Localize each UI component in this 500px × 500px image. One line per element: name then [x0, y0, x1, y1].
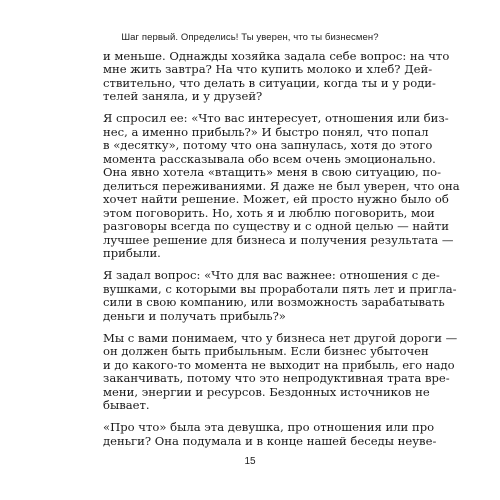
text-line: и меньше. Однажды хозяйка задала себе вопрос: на что	[103, 49, 450, 63]
paragraph-3	[103, 268, 457, 323]
text-line: бывает.	[103, 397, 150, 412]
text-line: он должен быть прибыльным. Если бизнес убыточен	[103, 344, 429, 359]
text-line: и до какого-то момента не выходит на прибыль, его надо	[103, 357, 455, 372]
text-line: мне жить завтра? На что купить молоко и хлеб? Дей-	[103, 62, 433, 77]
paragraph-1	[103, 49, 450, 104]
text-line: момента рассказывала обо всем очень эмоционально.	[103, 151, 436, 166]
text-line: мени, энергии и ресурсов. Бездонных источников не	[103, 384, 430, 399]
paragraph-4	[103, 330, 458, 413]
text-line: этом поговорить. Но, хоть я и люблю поговорить, мои	[103, 205, 435, 220]
running-header: Шаг первый. Определись! Ты уверен, что ты бизнесмен?	[121, 32, 379, 43]
text-line: телей заняла, и у друзей?	[103, 89, 263, 104]
text-line: прибыли.	[103, 246, 161, 261]
text-line: вушками, с которыми вы проработали пять лет и пригла-	[103, 281, 457, 296]
text-line: деньги и получать прибыль?»	[103, 308, 286, 323]
text-line: разговоры всегда по существу и с одной целью — найти	[103, 219, 449, 234]
text-line: в «десятку», потому что она запнулась, хотя до этого	[103, 138, 433, 153]
text-line: делиться переживаниями. Я даже не был уверен, что она	[103, 178, 460, 193]
text-line: ствительно, что делать в ситуации, когда ты и у роди-	[103, 75, 436, 90]
text-line: «Про что» была эта девушка, про отношения или про	[103, 420, 435, 435]
text-line: лучшее решение для бизнеса и получения результата —	[103, 232, 454, 247]
text-line: Она явно хотела «втащить» меня в свою ситуацию, по-	[103, 165, 442, 180]
text-line: Мы с вами понимаем, что у бизнеса нет другой дороги —	[103, 330, 458, 345]
page-number: 15	[244, 456, 256, 467]
text-line: нес, а именно прибыль?» И быстро понял, что попал	[103, 124, 429, 139]
text-line: Я спросил ее: «Что вас интересует, отношения или биз-	[103, 111, 449, 126]
text-line: Я задал вопрос: «Что для вас важнее: отношения с де-	[103, 268, 440, 283]
paragraph-2	[103, 111, 460, 261]
text-line: деньги? Она подумала и в конце нашей беседы неуве-	[103, 433, 437, 448]
paragraph-5	[103, 420, 437, 448]
text-line: хочет найти решение. Может, ей просто нужно было об	[103, 192, 449, 207]
text-line: заканчивать, потому что это непродуктивная трата вре-	[103, 371, 450, 386]
text-line: сили в свою компанию, или возможность зарабатывать	[103, 295, 445, 310]
